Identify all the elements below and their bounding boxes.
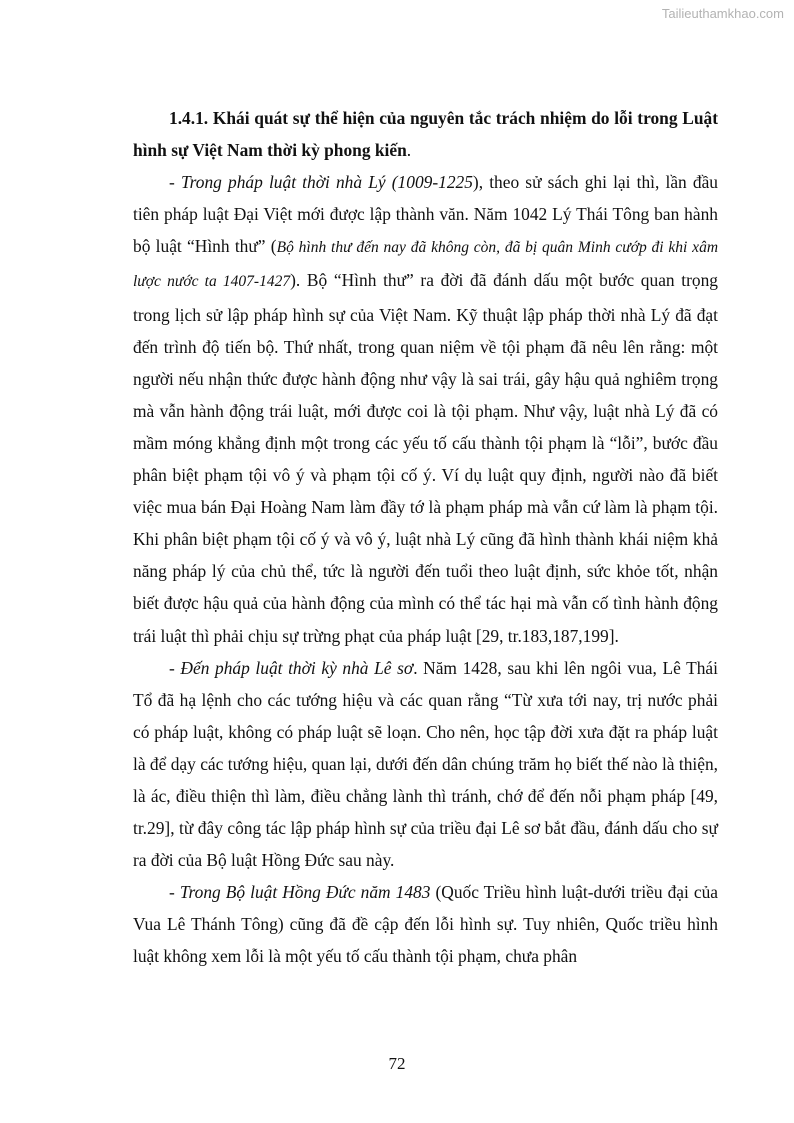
paragraph-text: . Năm 1428, sau khi lên ngôi vua, Lê Thái Tổ đã hạ lệnh cho các tướng hiệu và các quan rằng “Từ xưa tới nay, trị nước phải có pháp luật, không có pháp luật sẽ loạn. Cho nên, học tập đời xưa đặt ra pháp luật là để dạy các tướng hiệu, quan lại, dưới đến dân chúng trăm họ biết thế nào là thiện, là ác, điều thiện thì làm, điều chẳng lành thì tránh, chớ để đến nỗi phạm pháp [49, tr.29], từ đây công tác lập pháp hình sự của triều đại Lê sơ bắt đầu, đánh dấu cho sự ra đời của Bộ luật Hồng Đức sau này. [133,657,718,871]
document-body [133,102,718,973]
paragraph-text: (Quốc Triều hình luật-dưới triều đại của Vua Lê Thánh Tông) cũng đã đề cập đến lỗi hình sự. Tuy nhiên, Quốc triều hình luật không xem lỗi là một yếu tố cấu thành tội phạm, chưa phân [133,882,719,967]
watermark: Tailieuthamkhao.com [661,6,784,21]
paragraph-text: ), theo sử sách ghi lại thì, lần đầu tiên pháp luật Đại Việt mới được lập thành văn. Năm 1042 Lý Thái Tông ban hành bộ luật “Hình thư” ( [133,172,718,257]
section-heading [133,102,718,166]
paragraph-emphasis: Đến pháp luật thời kỳ nhà Lê sơ [180,657,414,678]
paragraph-lead: - [169,172,181,193]
page-number: 72 [388,1054,406,1073]
paragraph-emphasis: Trong pháp luật thời nhà Lý (1009-1225 [180,172,473,193]
paragraph-text-continued: ). Bộ “Hình thư” ra đời đã đánh dấu một bước quan trọng trong lịch sử lập pháp hình sự của Việt Nam. Kỹ thuật lập pháp thời nhà Lý đã đạt đến trình độ tiến bộ. Thứ nhất, trong quan niệm về tội phạm đã nêu lên rằng: một người nếu nhận thức được hành động như vậy là sai trái, gây hậu quả nghiêm trọng mà vẫn hành động trái luật, mới được coi là tội phạm. Như vậy, luật nhà Lý đã có mầm móng khẳng định một trong các yếu tố cấu thành tội phạm là “lỗi”, bước đầu phân biệt phạm tội vô ý và phạm tội cố ý. Ví dụ luật quy định, người nào đã biết việc mua bán Đại Hoàng Nam làm đầy tớ là phạm pháp mà vẫn cứ làm là phạm tội. Khi phân biệt phạm tội cố ý và vô ý, luật nhà Lý cũng đã hình thành khái niệm khả năng pháp lý của chủ thể, tức là người đến tuổi theo luật định, sức khỏe tốt, nhận biết được hậu quả của hành động của mình có thể tác hại mà vẫn cố tình hành động trái luật thì phải chịu sự trừng phạt của pháp luật [29, tr.183,187,199]. [133,270,718,646]
paragraph-note: Bộ hình thư đến nay đã không còn, đã bị quân Minh cướp đi khi xâm lược nước ta 1407-1427 [133,239,719,291]
paragraph-ly-dynasty [133,166,718,651]
paragraph-hong-duc-code [133,876,718,972]
paragraph-lead: - [169,882,180,903]
section-heading-text: 1.4.1. Khái quát sự thể hiện của nguyên tắc trách nhiệm do lỗi trong Luật hình sự Việt Nam thời kỳ phong kiến [133,108,718,161]
paragraph-lead: - [169,657,181,678]
section-heading-period: . [406,140,412,161]
paragraph-emphasis: Trong Bộ luật Hồng Đức năm 1483 [179,882,431,903]
paragraph-le-so-dynasty [133,652,718,877]
